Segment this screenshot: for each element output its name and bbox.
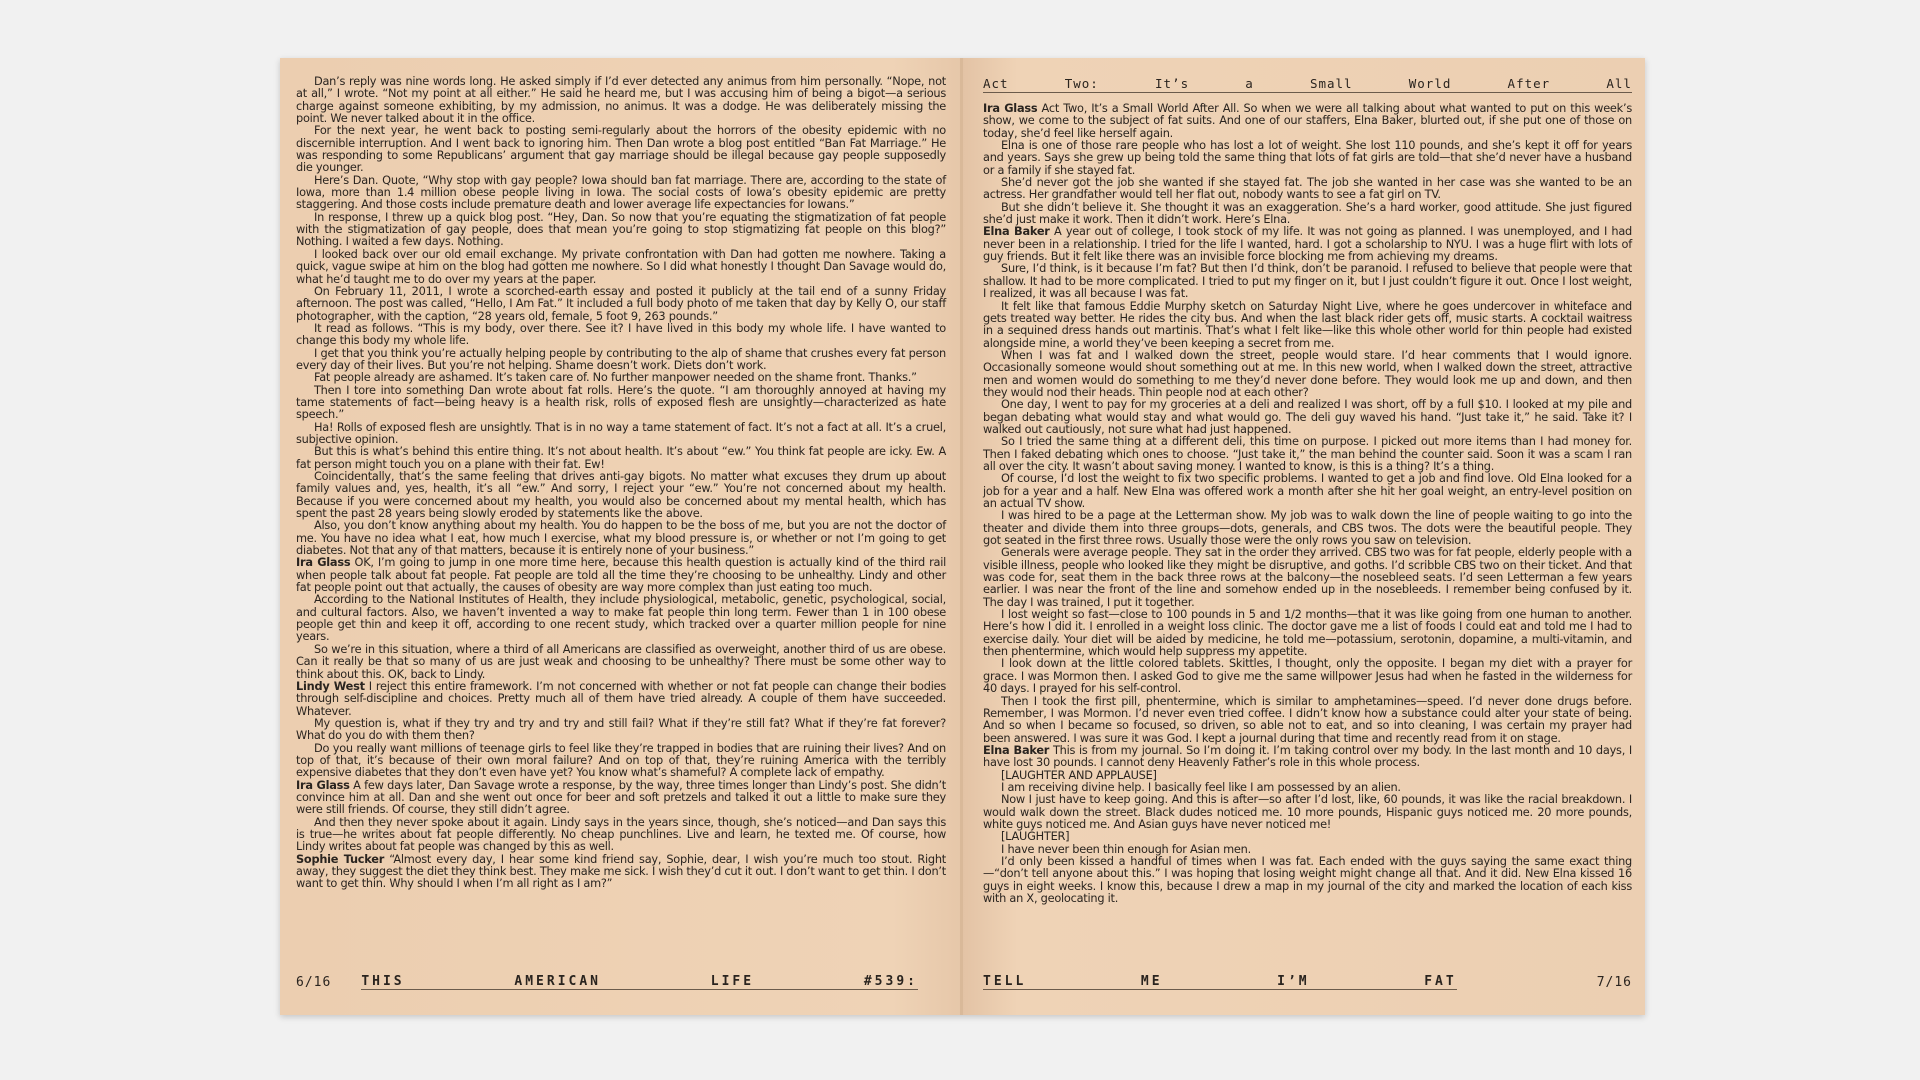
paragraph-text: “Almost every day, I hear some kind friend say, Sophie, dear, I wish you’re much too stout. Right away, they suggest the diet they think best. They make me sick. I wish they’d cut it out. I don’t want to get thin. I don’t want to get thin. Why should I when I’m all right as I am?”	[296, 851, 946, 891]
paragraph-text: I’d only been kissed a handful of times when I was fat. Each ended with the guys saying the same exact thing—“don’t tell anyone about this.” I was hoping that losing weight might change all that. And it did. New Elna kissed 16 guys in eight weeks. I know this, because I drew a map in my journal of the city and marked the location of each kiss with an X, geolocating it.	[983, 853, 1632, 905]
act-title-word: a	[1245, 76, 1254, 91]
paragraph-text: So we’re in this situation, where a third of all Americans are classified as overweight, another third of us are obese. Can it really be that so many of us are just weak and choosing to be unhealthy? There must be some other way to think about this. OK, back to Lindy.	[296, 641, 946, 681]
paragraph-text: According to the National Institutes of Health, they include physiological, metabolic, genetic, psychological, social, and cultural factors. Also, we haven’t invented a way to make fat people thin long term. Fewer than 1 in 100 obese people get thin and keep it off, according to one recent study, which tracked over a quarter million people for nine years.	[296, 592, 946, 644]
right-page-footer	[983, 974, 1632, 990]
paragraph-text: Also, you don’t know anything about my health. You do happen to be the boss of me, but you are not the doctor of me. You have no idea what I eat, how much I exercise, what my blood pressure is, or whether or not I’m going to get diabetes. Not that any of that matters, because it is entirely none of your business.”	[296, 518, 946, 558]
paragraph	[296, 211, 946, 248]
speaker-name: Lindy West	[296, 678, 365, 693]
paragraph	[983, 262, 1632, 299]
paragraph-text: I was hired to be a page at the Letterman show. My job was to walk down the line of people waiting to go into the theater and divide them into three groups—dots, generals, and CBS twos. The dots were the beautiful people. They got seated in the first three rows. Usually those were the only rows you saw on television.	[983, 508, 1632, 548]
paragraph	[983, 472, 1632, 509]
act-title-word: All	[1606, 76, 1632, 91]
paragraph-text: She’d never got the job she wanted if she stayed fat. The job she wanted in her case was she wanted to be an actress. Her grandfather would tell her flat out, nobody wants to see a fat girl on TV.	[983, 175, 1632, 202]
speaker-paragraph	[296, 853, 946, 890]
paragraph	[983, 398, 1632, 435]
paragraph-text: Do you really want millions of teenage girls to feel like they’re trapped in bodies that are ruining their lives? And on top of that, it’s because of their own moral failure? And on top of that, they’re ruining America with the terribly expensive diabetes that they don’t even have yet? You know what’s shameful? A complete lack of empathy.	[296, 740, 946, 780]
paragraph-text: I have never been thin enough for Asian men.	[1001, 841, 1251, 856]
paragraph-text: When I was fat and I walked down the street, people would stare. I’d hear comments that I would ignore. Occasionally someone would shout something out at me. In this new world, when I walked down the street, attractive men and women would do something to me they’d never done before. They would look me up and down, and then they would nod their heads. Thin people nod at each other?	[983, 347, 1632, 399]
speaker-paragraph	[983, 225, 1632, 262]
left-page-footer	[296, 974, 946, 990]
paragraph	[983, 349, 1632, 398]
paragraph-text: On February 11, 2011, I wrote a scorched-earth essay and posted it publicly at the tail end of a sunny Friday afternoon. The post was called, “Hello, I Am Fat.” It included a full body photo of me taken that day by Kelly O, our staff photographer, with the caption, “28 years old, female, 5 foot 9, 263 pounds.”	[296, 283, 946, 323]
paragraph	[983, 546, 1632, 608]
paragraph-text: Act Two, It’s a Small World After All. So when we were all talking about what wanted to put on this week’s show, we come to the subject of fat suits. And one of our staffers, Elna Baker, blurted out, if she put one of those on today, she’d feel like herself again.	[983, 101, 1632, 140]
paragraph	[983, 657, 1632, 694]
paragraph-text: [LAUGHTER AND APPLAUSE]	[1001, 767, 1157, 782]
paragraph	[983, 201, 1632, 226]
act-title-word: World	[1408, 76, 1452, 91]
footer-word: THIS	[361, 974, 405, 989]
act-title-word: Two:	[1064, 76, 1099, 91]
paragraph	[296, 643, 946, 680]
paragraph	[296, 384, 946, 421]
paragraph	[296, 593, 946, 642]
right-page-body	[983, 102, 1632, 904]
paragraph	[296, 717, 946, 742]
footer-word: AMERICAN	[514, 974, 602, 989]
speaker-name: Sophie Tucker	[296, 851, 385, 866]
paragraph	[296, 285, 946, 322]
paragraph	[296, 174, 946, 211]
speaker-name: Ira Glass	[296, 777, 350, 792]
speaker-paragraph	[983, 744, 1632, 769]
footer-word: #539:	[863, 974, 918, 989]
right-page-number: 7/16	[1596, 975, 1632, 990]
footer-word: FAT	[1424, 974, 1457, 989]
paragraph-text: Coincidentally, that’s the same feeling that drives anti-gay bigots. No matter what excuses they drum up about family values and, yes, health, it’s all “ew.” And sorry, I reject your “ew.” You’re not concerned about my health. Because if you were concerned about my health, you would also be concerned about my mental health, which has spent the past 28 years being slowly eroded by statements like the above.	[296, 469, 946, 521]
paragraph-text: Generals were average people. They sat in the order they arrived. CBS two was for fat people, elderly people with a visible illness, people who looked like they might be disruptive, and goths. I’d scribble CBS two on their ticket. And that was code for, seat them in the back three rows at the balcony—the nosebleed seats. I’d seen Letterman a few years earlier. I was near the front of the line and somehow ended up in the nosebleeds. I remember being confused by it. The day I was trained, I put it together.	[983, 545, 1632, 609]
paragraph	[983, 176, 1632, 201]
paragraph-text: Then I tore into something Dan wrote about fat rolls. Here’s the quote. “I am thoroughly annoyed at having my tame statements of fact—being heavy is a health risk, rolls of exposed flesh are unsightly—characterized as hate speech.”	[296, 382, 946, 422]
paragraph-text: A few days later, Dan Savage wrote a response, by the way, three times longer than Lindy’s post. She didn’t convince him at all. Dan and she went out once for beer and soft pretzels and talked it out a little to make sure they were still friends. Of course, they still didn’t agree.	[296, 777, 947, 817]
paragraph-text: I am receiving divine help. I basically feel like I am possessed by an alien.	[1001, 779, 1401, 794]
paragraph	[983, 695, 1632, 744]
paragraph-text: It read as follows. “This is my body, over there. See it? I have lived in this body my whole life. I have wanted to change this body my whole life.	[296, 320, 946, 348]
paragraph-text: Now I just have to keep going. And this is after—so after I’d lost, like, 60 pounds, it was like the racial breakdown. I would walk down the street. Black dudes noticed me. 10 more pounds, Hispanic guys noticed me. 20 more pounds, white guys noticed me. And Asian guys have never noticed me!	[983, 792, 1632, 831]
paragraph	[296, 124, 946, 173]
paragraph-text: And then they never spoke about it again. Lindy says in the years since, though, she’s noticed—and Dan says this is true—he writes about fat people differently. No cheap punchlines. Live and learn, he texted me. Of course, how Lindy writes about fat people was changed by this as well.	[296, 814, 946, 854]
paragraph	[296, 470, 946, 519]
paragraph-text: So I tried the same thing at a different deli, this time on purpose. I picked out more items than I had money for. Then I faked debating which ones to choose. “Just take it,” the man behind the counter said. Soon it was a scam I ran all over the city. It wasn’t about saving money. I wanted to know, is this is a thing? It’s a thing.	[983, 434, 1632, 473]
speaker-name: Ira Glass	[296, 555, 351, 570]
paragraph-text: It felt like that famous Eddie Murphy sketch on Saturday Night Live, where he goes undercover in whiteface and gets treated way better. He rides the city bus. And when the last black rider gets off, music starts. A cocktail waitress in a sequined dress hands out martinis. That’s what I felt like—like this whole other world for thin people had existed alongside mine, a world they’ve been keeping a secret from me.	[983, 298, 1632, 350]
act-title	[983, 76, 1632, 93]
act-title-word: Act	[983, 76, 1009, 91]
speaker-name: Elna Baker	[983, 742, 1050, 757]
paragraph-text: Here’s Dan. Quote, “Why stop with gay people? Iowa should ban fat marriage. There are, according to the state of Iowa, more than 1.4 million obese people living in Iowa. The social costs of Iowa’s obesity epidemic are pretty staggering. And those costs include premature death and lower average life expectancies for Iowans.”	[296, 172, 946, 212]
paragraph	[296, 322, 946, 347]
footer-word: I’M	[1277, 974, 1310, 989]
speaker-name: Elna Baker	[983, 224, 1050, 239]
paragraph	[296, 445, 946, 470]
left-footer-title	[361, 974, 918, 990]
left-page-number: 6/16	[296, 975, 332, 990]
paragraph-text: I reject this entire framework. I’m not concerned with whether or not fat people can change their bodies through self-discipline and choices. Pretty much all of them have tried already. A couple of them have succeeded. Whatever.	[296, 678, 946, 718]
paragraph-text: For the next year, he went back to posting semi-regularly about the horrors of the obesity epidemic with no discernible interruption. And I went back to ignoring him. Then Dan wrote a blog post entitled “Ban Fat Marriage.” He was responding to some Republicans’ argument that gay marriage should be illegal because gay people supposedly die younger.	[296, 123, 946, 175]
paragraph-text: I lost weight so fast—close to 100 pounds in 5 and 1/2 months—that it was like going from one human to another. Here’s how I did it. I enrolled in a weight loss clinic. The doctor gave me a list of foods I could eat and told me I had to exercise daily. Your diet will be aided by medicine, he told me—potassium, serotonin, dopamine, a multi-vitamin, and then phentermine, which would help suppress my appetite.	[983, 607, 1632, 659]
paragraph	[296, 421, 946, 446]
paragraph-text: My question is, what if they try and try and try and still fail? What if they’re still fat? What if they’re fat forever? What do you do with them then?	[296, 715, 946, 743]
paragraph-text: A year out of college, I took stock of my life. It was not going as planned. I was unemployed, and I had never been in a relationship. I tried for the life I wanted, hard. I got a scholarship to NYU. I was a huge flirt with lots of guy friends. But it felt like there was an invisible force blocking me from achieving my dreams.	[983, 224, 1632, 264]
paragraph-text: I looked back over our old email exchange. My private confrontation with Dan had gotten me nowhere. Taking a quick, vague swipe at him on the blog had gotten me nowhere. So I did what honestly I thought Dan Savage would do, what he’d taught me to do over my years at the paper.	[296, 246, 946, 286]
speaker-paragraph	[296, 680, 946, 717]
paragraph	[983, 793, 1632, 830]
footer-word: ME	[1140, 974, 1163, 989]
paragraph-text: In response, I threw up a quick blog post. “Hey, Dan. So now that you’re equating the stigmatization of fat people with the stigmatization of gay people, does that mean you’re going to stop stigmatizing fat people on this blog?” Nothing. I waited a few days. Nothing.	[296, 209, 946, 249]
paragraph	[296, 519, 946, 556]
footer-word: LIFE	[710, 974, 755, 989]
paragraph-text: Sure, I’d think, is it because I’m fat? But then I’d think, don’t be paranoid. I refused to believe that people were that shallow. It had to be more complicated. I tried to put my finger on it, but I just couldn’t figure it out. Once I lost weight, I realized, it was all because I was fat.	[983, 261, 1632, 301]
paragraph-text: This is from my journal. So I’m doing it. I’m taking control over my body. In the last month and 10 days, I have lost 30 pounds. I cannot deny Heavenly Father’s role in this whole process.	[983, 742, 1632, 770]
paragraph-text: But this is what’s behind this entire thing. It’s not about health. It’s about “ew.” You think fat people are icky. Ew. A fat person might touch you on a plane with their fat. Ew!	[296, 444, 946, 471]
act-title-word: After	[1507, 76, 1551, 91]
paragraph	[296, 742, 946, 779]
paragraph-text: But she didn’t believe it. She thought it was an exaggeration. She’s a hard worker, good attitude. She just figured she’d just make it work. Then it didn’t work. Here’s Elna.	[983, 199, 1632, 227]
paragraph-text: I get that you think you’re actually helping people by contributing to the alp of shame that crushes every fat person every day of their lives. But you’re not helping. Shame doesn’t work. Diets don’t work.	[296, 345, 946, 372]
paragraph-text: OK, I’m going to jump in one more time here, because this health question is actually kind of the third rail when people talk about fat people. Fat people are told all the time they’re choosing to be unhealthy. Lindy and other fat people point out that actually, the causes of obesity are way more complex than just eating too much.	[296, 555, 947, 595]
paragraph-text: Dan’s reply was nine words long. He asked simply if I’d ever detected any animus from him personally. “Nope, not at all,” I wrote. “Not my point at all either.” He said he heard me, but I was accusing him of being a bigot—a serious charge against someone exhibiting, by my admission, no animus. It was a dodge. He was deliberately missing the point. We never talked about it in the office.	[296, 74, 946, 126]
right-page	[963, 58, 1645, 1015]
paragraph-text: [LAUGHTER]	[1001, 829, 1070, 844]
paragraph-text: Fat people already are ashamed. It’s taken care of. No further manpower needed on the shame front. Thanks.”	[314, 370, 917, 385]
paragraph-text: Then I took the first pill, phentermine, which is similar to amphetamines—speed. I’d never done drugs before. Remember, I was Mormon. I’d never even tried coffee. I didn’t know how a substance could alter your state of being. And so when I became so focused, so driven, so able not to eat, and so into cleaning, I was certain my prayer had been answered. I was sure it was God. I kept a journal during that time and recently read from it on stage.	[983, 693, 1632, 745]
magazine-spread	[280, 58, 1645, 1015]
speaker-paragraph	[296, 556, 946, 593]
paragraph	[983, 139, 1632, 176]
act-title-word: Small	[1309, 76, 1353, 91]
paragraph-text: I look down at the little colored tablets. Skittles, I thought, only the opposite. I began my diet with a prayer for grace. I was Mormon then. I asked God to give me the same willpower Jesus had when he fasted in the wilderness for 40 days. I prayed for his self-control.	[983, 656, 1632, 696]
paragraph	[296, 347, 946, 372]
speaker-paragraph	[296, 779, 946, 816]
act-title-word: It’s	[1155, 76, 1190, 91]
paragraph	[983, 509, 1632, 546]
speaker-paragraph	[983, 102, 1632, 139]
left-page	[280, 58, 961, 1015]
right-footer-title	[983, 974, 1457, 990]
left-page-body	[296, 75, 946, 890]
footer-word: TELL	[983, 974, 1027, 989]
paragraph-text: Ha! Rolls of exposed flesh are unsightly. That is in no way a tame statement of fact. It’s not a fact at all. It’s a cruel, subjective opinion.	[296, 419, 946, 446]
paragraph	[983, 855, 1632, 904]
paragraph-text: Of course, I’d lost the weight to fix two specific problems. I wanted to get a job and find love. Old Elna looked for a job for a year and a half. New Elna was offered work a month after she hit her goal weight, an entry-level position on an actual TV show.	[983, 471, 1632, 510]
paragraph-text: One day, I went to pay for my groceries at a deli and realized I was short, off by a full $10. I looked at my pile and began debating what would stay and what would go. The deli guy waved his hand. “Just take it,” he said. Take it? I walked out cautiously, not sure what had just happened.	[983, 397, 1632, 436]
paragraph	[296, 248, 946, 285]
paragraph	[983, 435, 1632, 472]
paragraph	[296, 816, 946, 853]
paragraph-text: Elna is one of those rare people who has lost a lot of weight. She lost 110 pounds, and she’s kept it off for years and years. Says she grew up being told the same thing that lots of fat girls are told—that she’d never have a husband or a family if she stayed fat.	[983, 138, 1632, 177]
paragraph	[983, 300, 1632, 349]
paragraph	[296, 75, 946, 124]
paragraph	[983, 608, 1632, 657]
speaker-name: Ira Glass	[983, 101, 1038, 115]
